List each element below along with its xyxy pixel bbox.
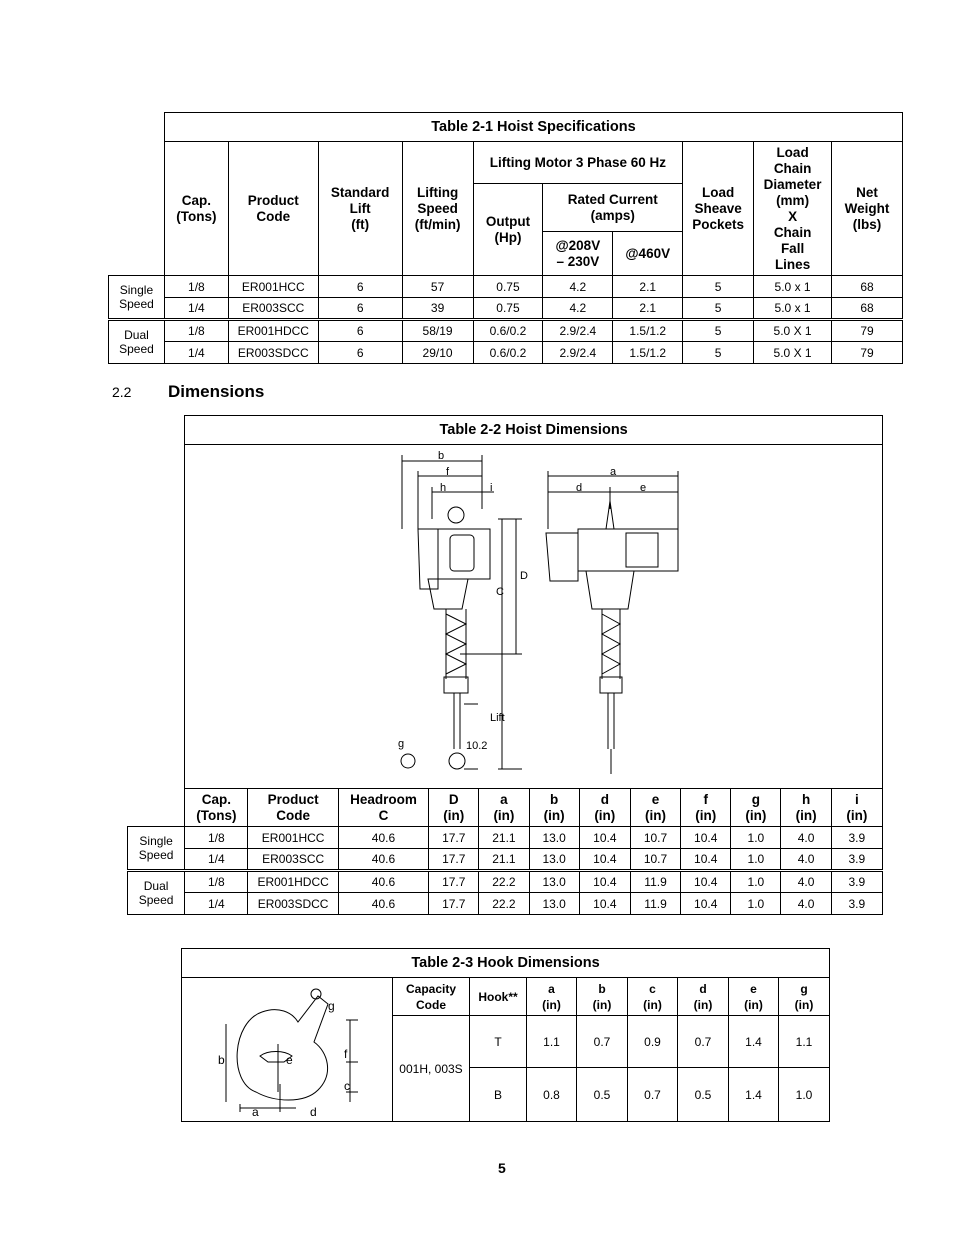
section-heading (112, 382, 265, 401)
dim-header: i (in) (831, 789, 882, 827)
hook-label-b: b (218, 1053, 225, 1067)
table-cell: 21.1 (479, 849, 529, 871)
header-net-weight: Net Weight (lbs) (832, 142, 903, 276)
table-cell: 0.75 (473, 298, 543, 320)
hook-cell: 0.7 (577, 1016, 628, 1068)
hook-cell: 0.7 (628, 1068, 678, 1122)
hook-diagram (218, 982, 368, 1116)
table-cell: 1/4 (185, 849, 248, 871)
header-cap: Cap. (Tons) (164, 142, 228, 276)
table-row (109, 320, 903, 342)
table-cell: ER001HCC (228, 276, 318, 298)
table-cell: 17.7 (429, 871, 479, 893)
table-cell: 10.7 (630, 827, 680, 849)
table-cell: 1/4 (164, 342, 228, 364)
table-cell: 57 (402, 276, 473, 298)
table-cell: 3.9 (831, 827, 882, 849)
table-2-1-caption: Table 2-1 Hoist Specifications (164, 113, 902, 142)
table-cell: 1.0 (731, 871, 781, 893)
table-2-2-caption: Table 2-2 Hoist Dimensions (185, 416, 883, 445)
table-row (128, 849, 883, 871)
table-cell: 40.6 (338, 849, 428, 871)
table-cell: 13.0 (529, 849, 579, 871)
table-cell: 11.9 (630, 893, 680, 915)
dimensions-header-row (128, 789, 883, 827)
hook-cell: 0.9 (628, 1016, 678, 1068)
table-cell: 5 (683, 276, 754, 298)
table-cell: 13.0 (529, 871, 579, 893)
hook-cell: 1.1 (779, 1016, 830, 1068)
table-cell: 0.75 (473, 276, 543, 298)
table-cell: 1.0 (731, 893, 781, 915)
hoist-diagram-cell (185, 445, 883, 789)
hook-header: a (in) (527, 978, 577, 1016)
header-208v: @208V – 230V (543, 232, 613, 276)
label-a: a (610, 466, 617, 478)
table-row (128, 893, 883, 915)
table-cell: 10.4 (681, 871, 731, 893)
table-cell: ER001HDCC (228, 320, 318, 342)
dim-header: Headroom C (338, 789, 428, 827)
dim-header: d (in) (579, 789, 630, 827)
capacity-code-cell: 001H, 003S (393, 1016, 470, 1122)
hook-header: g (in) (779, 978, 830, 1016)
header-standard-lift: Standard Lift (ft) (318, 142, 402, 276)
hook-diagram-cell (182, 978, 393, 1122)
table-2-3-caption: Table 2-3 Hook Dimensions (182, 949, 830, 978)
table-cell: 17.7 (429, 827, 479, 849)
table-cell: 6 (318, 298, 402, 320)
hook-cell: 0.5 (577, 1068, 628, 1122)
dim-header: b (in) (529, 789, 579, 827)
table-cell: 17.7 (429, 849, 479, 871)
hook-header: c (in) (628, 978, 678, 1016)
table-cell: 58/19 (402, 320, 473, 342)
table-cell: 79 (832, 320, 903, 342)
table-cell: 5 (683, 320, 754, 342)
table-cell: 10.4 (579, 849, 630, 871)
header-rated-current: Rated Current (amps) (543, 184, 683, 232)
hook-header: d (in) (678, 978, 729, 1016)
hook-cell: 0.8 (527, 1068, 577, 1122)
table-cell: 1.5/1.2 (613, 342, 683, 364)
dim-header: h (in) (781, 789, 831, 827)
dim-header: a (in) (479, 789, 529, 827)
table-cell: 22.2 (479, 893, 529, 915)
spec-rows (109, 276, 903, 364)
table-cell: 1.0 (731, 849, 781, 871)
table-cell: 10.4 (681, 849, 731, 871)
hook-label-d: d (310, 1105, 317, 1116)
header-lifting-motor: Lifting Motor 3 Phase 60 Hz (473, 142, 683, 184)
hoist-dimensions-table (127, 415, 883, 915)
table-cell: 4.0 (781, 849, 831, 871)
table-cell: 68 (832, 276, 903, 298)
table-cell: 4.2 (543, 298, 613, 320)
dim-header: Product Code (248, 789, 338, 827)
table-cell: 4.0 (781, 871, 831, 893)
table-cell: 5.0 X 1 (754, 320, 832, 342)
label-e: e (640, 482, 647, 494)
label-f: f (446, 466, 450, 478)
table-row (128, 871, 883, 893)
header-output: Output (Hp) (473, 184, 543, 276)
hook-cell: 1.4 (729, 1016, 779, 1068)
table-cell: 68 (832, 298, 903, 320)
table-cell: 40.6 (338, 827, 428, 849)
table-cell: 1/8 (185, 871, 248, 893)
hook-header: Hook** (470, 978, 527, 1016)
header-460v: @460V (613, 232, 683, 276)
label-h: h (440, 482, 447, 494)
hoist-specifications-table (108, 112, 903, 364)
table-cell: 5.0 X 1 (754, 342, 832, 364)
table-cell: 2.1 (613, 276, 683, 298)
dim-header: g (in) (731, 789, 781, 827)
label-d: d (576, 482, 583, 494)
label-D: D (520, 570, 529, 582)
hoist-diagram (398, 449, 698, 785)
table-cell: 10.4 (681, 827, 731, 849)
table-cell: 39 (402, 298, 473, 320)
hook-cell: 1.0 (779, 1068, 830, 1122)
dim-header: Cap. (Tons) (185, 789, 248, 827)
table-cell: 17.7 (429, 893, 479, 915)
dim-header: D (in) (429, 789, 479, 827)
table-cell: 10.4 (579, 893, 630, 915)
table-cell: 10.4 (579, 871, 630, 893)
header-load-chain: Load Chain Diameter (mm) X Chain Fall Lines (754, 142, 832, 276)
table-cell: 0.6/0.2 (473, 342, 543, 364)
label-b: b (438, 450, 445, 462)
table-cell: 2.9/2.4 (543, 320, 613, 342)
table-row (128, 827, 883, 849)
table-cell: 5.0 x 1 (754, 298, 832, 320)
hook-cell: 1.1 (527, 1016, 577, 1068)
hook-cell: 0.7 (678, 1016, 729, 1068)
table-cell: 11.9 (630, 871, 680, 893)
table-cell: 1/4 (185, 893, 248, 915)
header-product-code: Product Code (228, 142, 318, 276)
table-cell: 5 (683, 298, 754, 320)
header-lifting-speed: Lifting Speed (ft/min) (402, 142, 473, 276)
hook-label-g: g (328, 999, 335, 1013)
table-cell: 10.7 (630, 849, 680, 871)
table-cell: ER003SDCC (248, 893, 338, 915)
speed-group-label: Single Speed (128, 827, 185, 871)
table-cell: 13.0 (529, 893, 579, 915)
dimension-rows (128, 827, 883, 915)
table-cell: ER001HDCC (248, 871, 338, 893)
table-cell: 3.9 (831, 893, 882, 915)
table-cell: 1/8 (185, 827, 248, 849)
hook-cell: T (470, 1016, 527, 1068)
hook-header: Capacity Code (393, 978, 470, 1016)
table-cell: 10.4 (579, 827, 630, 849)
table-cell: 6 (318, 320, 402, 342)
table-cell: 4.0 (781, 827, 831, 849)
table-row (109, 298, 903, 320)
hook-label-a: a (252, 1105, 259, 1116)
table-cell: 4.2 (543, 276, 613, 298)
hook-header: b (in) (577, 978, 628, 1016)
label-i: i (490, 482, 493, 494)
dim-header: e (in) (630, 789, 680, 827)
table-cell: ER003SCC (228, 298, 318, 320)
table-cell: 4.0 (781, 893, 831, 915)
header-load-sheave: Load Sheave Pockets (683, 142, 754, 276)
table-cell: ER001HCC (248, 827, 338, 849)
label-10-2: 10.2 (466, 740, 488, 752)
table-cell: ER003SCC (248, 849, 338, 871)
label-lift: Lift (490, 712, 505, 724)
table-row (109, 276, 903, 298)
label-C: C (496, 586, 505, 598)
table-cell: 10.4 (681, 893, 731, 915)
hook-dimensions-table (181, 948, 830, 1122)
speed-group-label: Dual Speed (109, 320, 165, 364)
hook-label-f: f (344, 1047, 348, 1061)
speed-group-label: Single Speed (109, 276, 165, 320)
table-cell: 1/4 (164, 298, 228, 320)
dim-header: f (in) (681, 789, 731, 827)
section-number: 2.2 (112, 384, 132, 400)
table-cell: 79 (832, 342, 903, 364)
table-cell: 3.9 (831, 871, 882, 893)
hook-cell: 1.4 (729, 1068, 779, 1122)
speed-group-label: Dual Speed (128, 871, 185, 915)
hook-cell: B (470, 1068, 527, 1122)
table-row (109, 342, 903, 364)
table-cell: 2.1 (613, 298, 683, 320)
table-cell: 40.6 (338, 893, 428, 915)
table-cell: 22.2 (479, 871, 529, 893)
table-cell: 6 (318, 276, 402, 298)
table-cell: 6 (318, 342, 402, 364)
hook-label-e: e (286, 1053, 293, 1067)
table-cell: 1.0 (731, 827, 781, 849)
hook-cell: 0.5 (678, 1068, 729, 1122)
hook-header: e (in) (729, 978, 779, 1016)
section-title: Dimensions (168, 382, 265, 401)
hook-header-row (182, 978, 830, 1016)
table-cell: 13.0 (529, 827, 579, 849)
label-g: g (398, 738, 405, 750)
page-number: 5 (498, 1160, 506, 1176)
table-cell: 21.1 (479, 827, 529, 849)
table-cell: 29/10 (402, 342, 473, 364)
table-cell: 1/8 (164, 276, 228, 298)
table-cell: 1/8 (164, 320, 228, 342)
table-cell: 3.9 (831, 849, 882, 871)
table-cell: ER003SDCC (228, 342, 318, 364)
hook-label-c: c (344, 1079, 350, 1093)
table-cell: 40.6 (338, 871, 428, 893)
table-cell: 5 (683, 342, 754, 364)
table-cell: 2.9/2.4 (543, 342, 613, 364)
table-cell: 5.0 x 1 (754, 276, 832, 298)
table-cell: 1.5/1.2 (613, 320, 683, 342)
table-cell: 0.6/0.2 (473, 320, 543, 342)
